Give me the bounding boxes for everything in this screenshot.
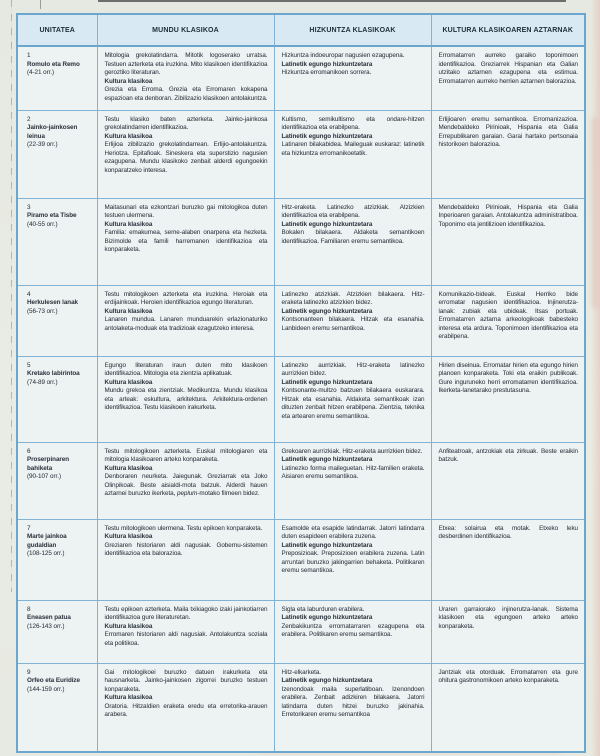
table-row bbox=[17, 663, 585, 752]
mundu-paragraph: Gai mitologikoei buruzko datuen irakurketa eta hausnarketa. Jainko-jainkosen zigorrei buruzko testuen konparaketa. bbox=[104, 668, 268, 693]
unit-pages: (56-73 orr.) bbox=[27, 307, 58, 315]
latinetik-subheading: Latinetik egungo hizkuntzetara bbox=[281, 378, 373, 386]
kultura-aztarnak-cell bbox=[431, 519, 585, 600]
unit-pages: (22-39 orr.) bbox=[27, 141, 58, 149]
unit-pages: (126-143 orr.) bbox=[27, 622, 65, 630]
unit-cell bbox=[17, 442, 97, 519]
unit-number: 2 bbox=[27, 115, 31, 123]
header-row bbox=[17, 14, 585, 46]
column-header-hizkuntza-klasikoak: HIZKUNTZA KLASIKOAK bbox=[274, 14, 431, 46]
hizkuntza-klasikoak-cell bbox=[274, 198, 431, 285]
hizkuntza-paragraph: Bokalen bilakaera. Aldaketa semantikoen identifikazioa. Familiaren eremu semantikoa. bbox=[281, 229, 425, 245]
mundu-paragraph: Erlijioa zibilizazio grekolatindarrean. Erlijio-antolakuntza. Heriotza. Epitafioak. Sineskera eta superstizio nagusien ezagupena. Mundu klasikoko zenbait alderdi egungoekin konparatzeko interesa. bbox=[104, 141, 268, 174]
mundu-klasikoa-cell bbox=[97, 198, 274, 285]
unit-cell bbox=[17, 46, 97, 110]
mundu-paragraph: Greziaren historiaren aldi nagusiak. Gobernu-sistemen identifikazioa eta balorazioa. bbox=[104, 541, 268, 558]
mundu-paragraph: Lanaren mundua. Lanaren munduarekin erlazionaturiko antolaketa-moduak eta tradizioak ezagutzeko interesa. bbox=[104, 316, 268, 332]
mundu-klasikoa-cell bbox=[97, 442, 274, 519]
hizkuntza-klasikoak-cell bbox=[274, 663, 431, 752]
latinetik-subheading: Latinetik egungo hizkuntzetara bbox=[281, 456, 373, 464]
unit-cell bbox=[17, 285, 97, 356]
kultura-paragraph: Uraren garraiorako injinerutza-lanak. Sistema klasikoen eta egungoen arteko arteko konparaketa. bbox=[438, 605, 578, 630]
hizkuntza-paragraph: Esamolde eta esapide latindarrak. Jatorri latindarra duten esapideen erabilera zuzena. bbox=[281, 524, 425, 541]
kultura-klasikoa-subheading: Kultura klasikoa bbox=[104, 132, 153, 140]
column-header-unitatea: UNITATEA bbox=[17, 14, 97, 46]
unit-pages: (4-21 orr.) bbox=[27, 69, 55, 77]
hizkuntza-paragraph: Kultismo, semikultismo eta ondare-hitzen identifikazioa eta erabilpena. bbox=[281, 115, 425, 132]
kultura-aztarnak-cell bbox=[431, 285, 585, 356]
kultura-klasikoa-subheading: Kultura klasikoa bbox=[104, 307, 153, 315]
unit-pages: (40-55 orr.) bbox=[27, 220, 58, 228]
mundu-paragraph: Testu klasiko baten azterketa. Jainko-jainkosa grekolatindarren identifikazioa. bbox=[104, 115, 268, 132]
table-row bbox=[17, 356, 585, 442]
hizkuntza-klasikoak-cell bbox=[274, 356, 431, 442]
kultura-aztarnak-cell bbox=[431, 442, 585, 519]
curriculum-table bbox=[16, 13, 586, 753]
hizkuntza-paragraph: Hitz-eraketa. Latinezko atzizkiak. Atzizkien identifikazioa eta erabilpena. bbox=[281, 203, 425, 220]
unit-title: Jainko-jainkosen leinua bbox=[27, 124, 78, 140]
unit-cell bbox=[17, 600, 97, 663]
latinetik-subheading: Latinetik egungo hizkuntzetara bbox=[281, 677, 373, 685]
mundu-klasikoa-cell bbox=[97, 600, 274, 663]
scan-tick-mark bbox=[40, 0, 41, 9]
kultura-paragraph: Erromatarren aurreko garaiko toponimoen identifikazioa. Greziarrek Hispanian eta Galian utzitako aztarnen ezagupena eta estimua. Erromatarren aurreko herrien aztarnen balorazioa. bbox=[438, 52, 578, 85]
table-row bbox=[17, 285, 585, 356]
mundu-klasikoa-cell bbox=[97, 519, 274, 600]
kultura-aztarnak-cell bbox=[431, 198, 585, 285]
fold-crease-line bbox=[11, 0, 12, 592]
page-bleed-edge bbox=[591, 0, 600, 756]
latinetik-subheading: Latinetik egungo hizkuntzetara bbox=[281, 60, 373, 68]
table-row bbox=[17, 442, 585, 519]
kultura-paragraph: Erlijioaren eremu semantikoa. Erromanizazioa. Mendebaldeko Pirinioak, Hispania eta Galia Errepublikaren garaian. Garai hartako pertsonaia historikoen balorazioa. bbox=[438, 115, 578, 149]
mundu-paragraph: Oratoria. Hitzaldien eraketa eredu eta erretorika-arauen arabera. bbox=[104, 702, 268, 719]
unit-number: 6 bbox=[27, 447, 31, 455]
hizkuntza-paragraph: Latinezko atzizkiak. Atzizkien bilakaera. Hitz-eraketa latinezko atzizkien bidez. bbox=[281, 290, 425, 307]
unit-number: 9 bbox=[27, 668, 31, 676]
mundu-paragraph: Erromaren historiaren aldi nagusiak. Antolakuntza soziala eta politikoa. bbox=[104, 631, 268, 647]
hizkuntza-paragraph: Kontsonanteen bilakaera. Hitzak eta esanahia. Lanbideen eremu semantikoa. bbox=[281, 316, 425, 332]
mundu-paragraph: Maitasunari eta ezkontzari buruzko gai mitologikoa duten testuen ulermena. bbox=[104, 203, 268, 220]
hizkuntza-paragraph: Sigla eta laburduren erabilera. bbox=[281, 605, 365, 613]
latinetik-subheading: Latinetik egungo hizkuntzetara bbox=[281, 541, 373, 549]
latinetik-subheading: Latinetik egungo hizkuntzetara bbox=[281, 614, 373, 622]
hizkuntza-paragraph: Grekoaren aurrizkiak. Hitz-eraketa aurrizkien bidez. bbox=[281, 447, 423, 455]
unit-number: 1 bbox=[27, 52, 31, 59]
kultura-aztarnak-cell bbox=[431, 46, 585, 110]
mundu-paragraph: Egungo literaturan iraun duten mito klasikoen identifikazioa. Mitologia eta zientzia aplikatuak. bbox=[104, 361, 268, 378]
hizkuntza-paragraph: Latinezko forma maileguetan. Hitz-familien eraketa. Aisiaren eremu semantikoa. bbox=[281, 464, 425, 481]
mundu-klasikoa-cell bbox=[97, 46, 274, 110]
hizkuntza-paragraph: Izenondoak maila superlatiboan. Izenondoen erabilera. Zenbait adizkiren bilakaera. Jatorri latindarra duten hitzei buruzko jakinahia. Erretorikaren eremu semantikoa bbox=[281, 685, 425, 719]
unit-number: 3 bbox=[27, 203, 31, 211]
scan-edge-line bbox=[98, 0, 566, 2]
column-header-mundu-klasikoa: MUNDU KLASIKOA bbox=[97, 14, 274, 46]
kultura-klasikoa-subheading: Kultura klasikoa bbox=[104, 622, 153, 630]
hizkuntza-paragraph: Hizkuntza indoeuropar nagusien ezagupena. bbox=[281, 52, 405, 59]
kultura-aztarnak-cell bbox=[431, 110, 585, 198]
hizkuntza-klasikoak-cell bbox=[274, 600, 431, 663]
table-row bbox=[17, 600, 585, 663]
mundu-paragraph: Testu mitologikoen azterketa. Euskal mitologiaren eta mitologia klasikoaren arteko konparaketa. bbox=[104, 447, 268, 464]
mundu-klasikoa-cell bbox=[97, 285, 274, 356]
table-row bbox=[17, 198, 585, 285]
latinetik-subheading: Latinetik egungo hizkuntzetara bbox=[281, 220, 373, 228]
kultura-paragraph: Hirien diseinua. Erromatar hirien eta egungo hirien planoen konparaketa. Toki eta eraikin publikoak. Gure inguruneko herri erromatarren identifikazioa. Ikerketa-lanetarako prestutasuna. bbox=[438, 361, 578, 395]
mundu-paragraph: Grezia eta Erroma. Grezia eta Erromaren kokapena espazioan eta denboran. Zibilizazio klasikoen antolakuntza. bbox=[104, 86, 268, 102]
kultura-aztarnak-cell bbox=[431, 663, 585, 752]
hizkuntza-klasikoak-cell bbox=[274, 46, 431, 110]
hizkuntza-klasikoak-cell bbox=[274, 285, 431, 356]
column-header-kultura-aztarnak: KULTURA KLASIKOAREN AZTARNAK bbox=[431, 14, 585, 46]
mundu-paragraph: Testu mitologikoen azterketa eta iruzkina. Heroiak eta erdijainkoak. Heroien identifikazioa egungo literaturan. bbox=[104, 290, 268, 307]
hizkuntza-paragraph: Zenbakikuntza erromatarraren ezagupena eta erabilera. Politikaren eremu semantikoa. bbox=[281, 622, 425, 639]
mundu-paragraph: Familia: emakumea, seme-alaben onarpena eta hezketa. Bizimolde eta famili harremanen identifikazioa eta konparaketa. bbox=[104, 229, 268, 254]
kultura-aztarnak-cell bbox=[431, 600, 585, 663]
kultura-paragraph: Mendebaldeko Pirinioak, Hispania eta Galia Inperioaren garaian. Antolakuntza administratiboa. Toponimo eta jentilizioen identifikazioa. bbox=[438, 203, 578, 228]
mundu-paragraph: Denboraren neurketa. Jaiegunak. Greziarrak eta Joko Olinpikoak. Beste aisialdi-mota batzuk. Alderdi hauen aztarnei buruzko ikerketa, peplum-motako filmeen bidez. bbox=[104, 473, 268, 498]
unit-pages: (144-159 orr.) bbox=[27, 685, 65, 693]
mundu-paragraph: Testu epikoen azterketa. Maila txikiagoko izaki jainkotiarren identifikazioa gure literaturetan. bbox=[104, 605, 268, 622]
hizkuntza-paragraph: Latinaren bilakabidea. Maileguak euskaraz: latinetik eta hizkuntza erromanikoetatik. bbox=[281, 141, 425, 157]
hizkuntza-klasikoak-cell bbox=[274, 519, 431, 600]
unit-title: Romulo eta Remo bbox=[27, 60, 80, 68]
unit-title: Orfeo eta Euridize bbox=[27, 677, 80, 685]
latinetik-subheading: Latinetik egungo hizkuntzetara bbox=[281, 132, 373, 140]
unit-title: Marte jainkoa gudaldian bbox=[27, 533, 67, 549]
hizkuntza-paragraph: Preposizioak. Preposizioen erabilera zuzena. Latin arruntari buruzko jakingarrien behaketa. Politikaren eremu semantikoa. bbox=[281, 550, 425, 575]
kultura-klasikoa-subheading: Kultura klasikoa bbox=[104, 694, 153, 702]
unit-number: 8 bbox=[27, 605, 31, 613]
unit-title: Kretako labirintoa bbox=[27, 370, 80, 378]
unit-pages: (90-107 orr.) bbox=[27, 473, 61, 481]
unit-cell bbox=[17, 663, 97, 752]
unit-pages: (74-89 orr.) bbox=[27, 378, 58, 386]
unit-number: 7 bbox=[27, 524, 31, 532]
unit-cell bbox=[17, 519, 97, 600]
unit-pages: (108-125 orr.) bbox=[27, 550, 65, 558]
table-row bbox=[17, 519, 585, 600]
table-row bbox=[17, 46, 585, 110]
scan-ghost-artifact bbox=[591, 118, 598, 308]
mundu-paragraph: Mitologia grekolatindarra. Mitotik logoserako urratsa. Testuen azterketa eta iruzkina. Mito klasikoen identifikazioa geroztiko literaturan. bbox=[104, 52, 268, 77]
unit-title: Proserpinaren bahiketa bbox=[27, 456, 70, 472]
kultura-paragraph: Anfiteatroak, antzokiak eta zirkuak. Beste eraikin batzuk. bbox=[438, 447, 578, 464]
unit-number: 5 bbox=[27, 361, 31, 369]
mundu-klasikoa-cell bbox=[97, 663, 274, 752]
unit-cell bbox=[17, 356, 97, 442]
kultura-klasikoa-subheading: Kultura klasikoa bbox=[104, 464, 153, 472]
kultura-klasikoa-subheading: Kultura klasikoa bbox=[104, 220, 153, 228]
mundu-paragraph: Mundu grekoa eta zientziak. Medikuntza. Mundu klasikoa eta arteak: eskultura, arkitektura. Arkitektura-ordenen identifikazioa. Testu klasikoen irakurketa. bbox=[104, 387, 268, 412]
mundu-paragraph: Testu mitologikoen ulermena. Testu epikoen konparaketa. bbox=[104, 524, 263, 532]
kultura-klasikoa-subheading: Kultura klasikoa bbox=[104, 533, 153, 541]
hizkuntza-klasikoak-cell bbox=[274, 110, 431, 198]
mundu-klasikoa-cell bbox=[97, 356, 274, 442]
unit-cell bbox=[17, 110, 97, 198]
unit-title: Eneasen patua bbox=[27, 614, 71, 622]
kultura-paragraph: Etxea: solairua eta motak. Etxeko leku desberdinen identifikazioa. bbox=[438, 524, 578, 541]
table-row bbox=[17, 110, 585, 198]
hizkuntza-klasikoak-cell bbox=[274, 442, 431, 519]
hizkuntza-paragraph: Hitz-elkarketa. bbox=[281, 668, 321, 676]
unit-title: Piramo eta Tisbe bbox=[27, 212, 77, 220]
kultura-klasikoa-subheading: Kultura klasikoa bbox=[104, 378, 153, 386]
kultura-paragraph: Komunikazio-bideak. Euskal Herriko bide erromatar nagusien identifikazioa. Injinerutza-lanak: zubiak eta ubideak. Itsas portuak. Erromatarren aztarna arkeologikoak babesteko interesa eta ardura. Toponimoen identifikazioa eta erabilpena. bbox=[438, 290, 578, 341]
unit-cell bbox=[17, 198, 97, 285]
latinetik-subheading: Latinetik egungo hizkuntzetara bbox=[281, 307, 373, 315]
unit-number: 4 bbox=[27, 290, 31, 298]
hizkuntza-paragraph: Latinezko aurrizkiak. Hitz-eraketa latinezko aurrizkien bidez. bbox=[281, 361, 425, 378]
unit-title: Herkulesen lanak bbox=[27, 299, 79, 307]
kultura-klasikoa-subheading: Kultura klasikoa bbox=[104, 77, 153, 85]
kultura-aztarnak-cell bbox=[431, 356, 585, 442]
hizkuntza-paragraph: Kontsonante-multzo batzuen bilakaera euskarara. Hitzak eta esanahia. Aldaketa semantikoak izan dituzten zenbait hitzen erabilpena. Zientzia, teknika eta artearen eremu semantikoa. bbox=[281, 387, 425, 420]
hizkuntza-paragraph: Hizkuntza erromanikoen sorrera. bbox=[281, 69, 372, 77]
mundu-klasikoa-cell bbox=[97, 110, 274, 198]
kultura-paragraph: Jantziak eta otorduak. Erromatarren eta gure ohitura gastronomikoen arteko konparaketa. bbox=[438, 668, 578, 685]
